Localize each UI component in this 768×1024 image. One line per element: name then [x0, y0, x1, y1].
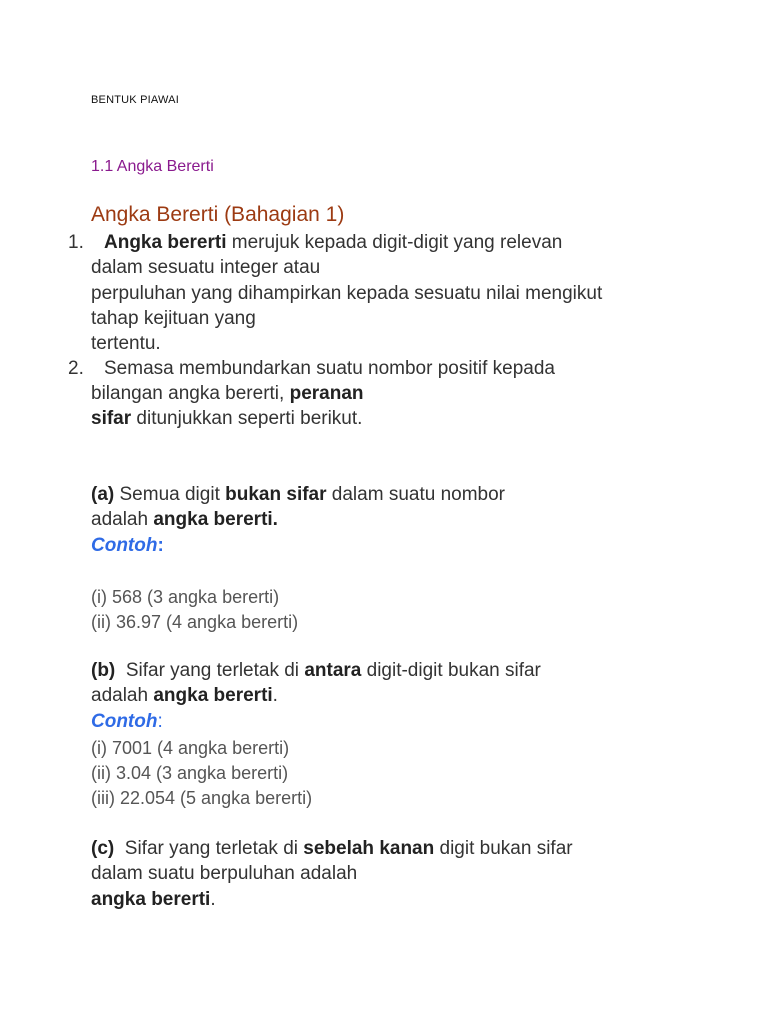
rule-b-text-2: digit-digit bukan sifar: [361, 660, 541, 681]
term-sifar: sifar: [91, 408, 132, 429]
term-antara: antara: [304, 660, 362, 681]
list-number-2: 2.: [68, 358, 84, 379]
term-angka-bererti-b: angka bererti: [153, 685, 273, 706]
rule-b-line-2: [91, 685, 278, 707]
item-2-line-2-text: bilangan angka bererti,: [91, 383, 290, 404]
rule-c-line-2: dalam suatu berpuluhan adalah: [91, 863, 358, 884]
contoh-colon-a: :: [157, 535, 164, 556]
item-2-line-3-text: ditunjukkan seperti berikut.: [131, 408, 363, 429]
item-1-line-2: dalam sesuatu integer atau: [91, 257, 321, 278]
contoh-label-b: Contoh: [91, 711, 158, 732]
rule-a-example-1: (i) 568 (3 angka bererti): [91, 587, 280, 607]
item-2-line-1: Semasa membundarkan suatu nombor positif kepada: [104, 358, 555, 379]
rule-b-contoh: [91, 711, 163, 733]
contoh-label-a: Contoh: [91, 535, 158, 556]
document-title: BENTUK PIAWAI: [91, 94, 179, 106]
rule-c-line-3: [91, 889, 216, 911]
rule-a-line-2: [91, 509, 278, 531]
item-1-line-4: tahap kejituan yang: [91, 308, 256, 329]
item-1-line-3: perpuluhan yang dihampirkan kepada sesuatu nilai mengikut: [91, 283, 603, 304]
part-heading: Angka Bererti (Bahagian 1): [91, 203, 345, 226]
rule-c-label: (c): [91, 838, 115, 859]
rule-b-example-1: (i) 7001 (4 angka bererti): [91, 738, 290, 758]
item-1-line-1-text: merujuk kepada digit-digit yang relevan: [226, 232, 563, 253]
term-peranan: peranan: [289, 383, 364, 404]
term-bukan-sifar: bukan sifar: [225, 484, 327, 505]
rule-a-example-2: (ii) 36.97 (4 angka bererti): [91, 612, 299, 632]
rule-b-period: .: [272, 685, 278, 706]
rule-c-text-1: Sifar yang terletak di: [114, 838, 304, 859]
rule-a-text-3: adalah: [91, 509, 154, 530]
contoh-colon-b: :: [157, 711, 163, 732]
item-1-line-5: tertentu.: [91, 333, 161, 354]
rule-b-line-1: [91, 660, 541, 682]
item-1-line-1: [104, 232, 562, 254]
item-2-line-2: [91, 383, 364, 405]
term-angka-bererti: Angka bererti: [104, 232, 227, 253]
rule-a-text-1: Semua digit: [114, 484, 226, 505]
rule-b-text-3: adalah: [91, 685, 154, 706]
rule-c-period: .: [210, 889, 216, 910]
rule-c-text-2: digit bukan sifar: [434, 838, 573, 859]
rule-a-contoh: [91, 535, 164, 557]
term-sebelah-kanan: sebelah kanan: [303, 838, 435, 859]
rule-c-line-1: [91, 838, 573, 860]
item-2-line-3: [91, 408, 362, 430]
rule-a-text-2: dalam suatu nombor: [326, 484, 506, 505]
rule-b-label: (b): [91, 660, 116, 681]
rule-a-label: (a): [91, 484, 115, 505]
list-number-1: 1.: [68, 232, 84, 253]
term-angka-bererti-c: angka bererti: [91, 889, 211, 910]
rule-a-line-1: [91, 484, 505, 506]
rule-b-example-2: (ii) 3.04 (3 angka bererti): [91, 763, 289, 783]
section-heading: 1.1 Angka Bererti: [91, 158, 214, 175]
rule-b-text-1: Sifar yang terletak di: [115, 660, 305, 681]
rule-b-example-3: (iii) 22.054 (5 angka bererti): [91, 788, 313, 808]
term-angka-bererti-a: angka bererti.: [153, 509, 278, 530]
